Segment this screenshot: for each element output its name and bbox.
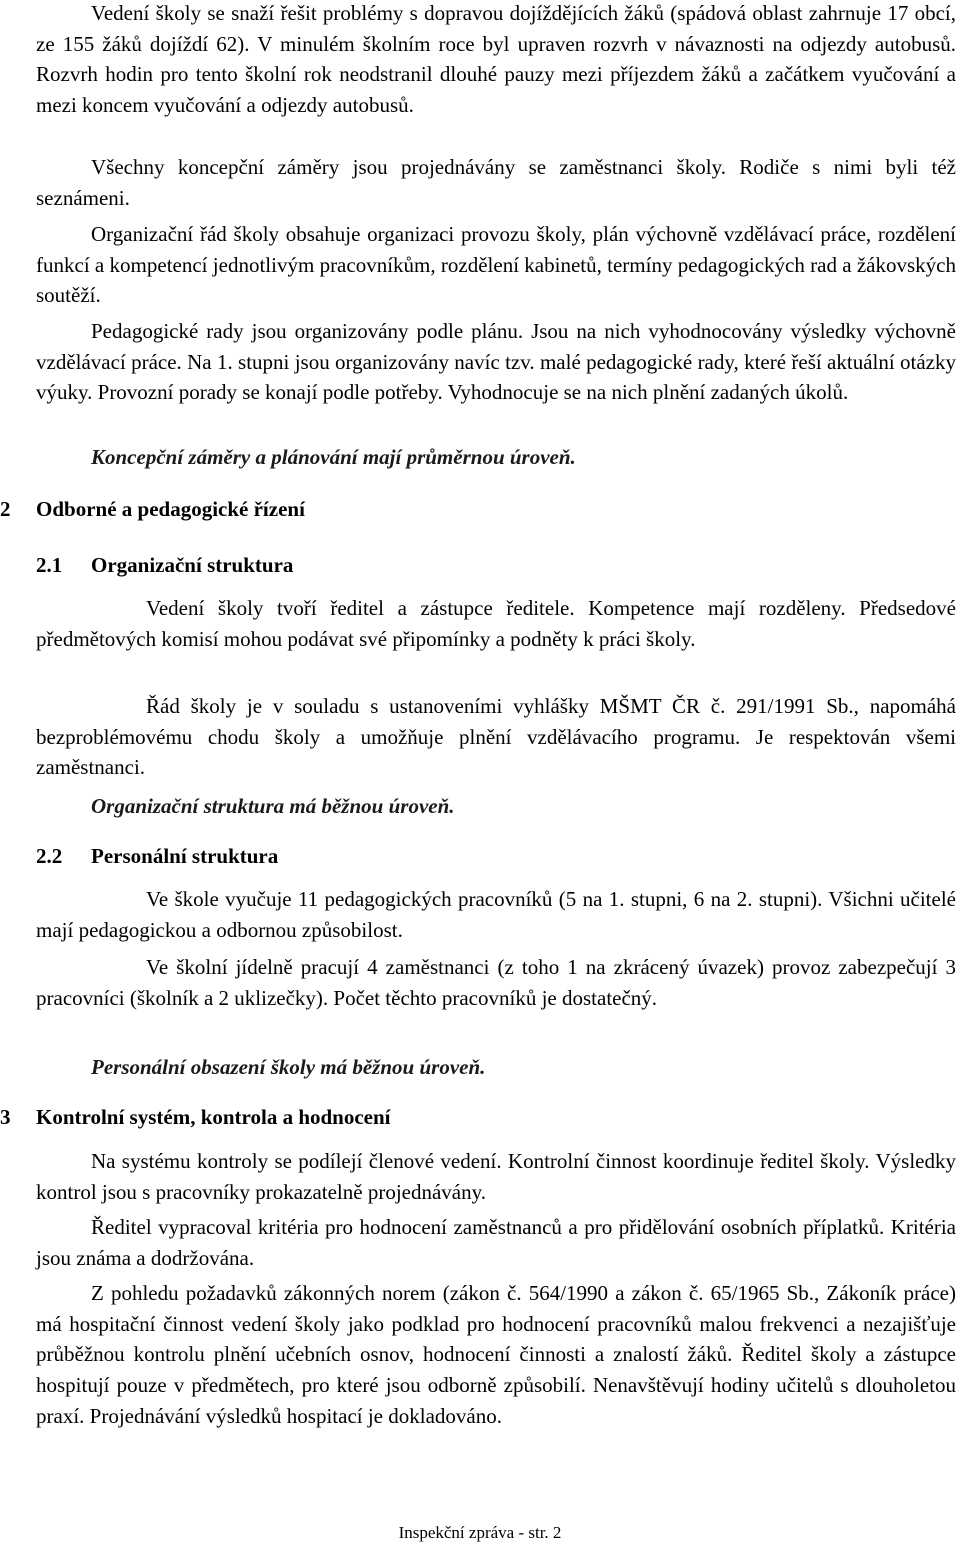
conclusion-personnel: Personální obsazení školy má běžnou úroveň. bbox=[91, 1055, 486, 1079]
heading-number: 2 bbox=[0, 497, 11, 521]
page-footer: Inspekční zpráva - str. 2 bbox=[398, 1523, 562, 1542]
conclusion-concepts: Koncepční záměry a plánování mají průměrnou úroveň. bbox=[91, 445, 576, 469]
heading-section-2-2 bbox=[36, 844, 278, 869]
heading-number: 2.2 bbox=[36, 844, 63, 868]
heading-number: 3 bbox=[0, 1105, 11, 1129]
paragraph-pedagogical-councils: Pedagogické rady jsou organizovány podle plánu. Jsou na nich vyhodnocovány výsledky výchovně vzdělávací práce. Na 1. stupni jsou organizovány navíc tzv. malé pedagogické rady, které řeší aktuální otázky výuky. Provozní porady se konají podle potřeby. Vyhodnocuje se na nich plnění zadaných úkolů. bbox=[36, 319, 956, 405]
heading-title: Kontrolní systém, kontrola a hodnocení bbox=[36, 1105, 391, 1129]
paragraph-organization-order: Organizační řád školy obsahuje organizaci provozu školy, plán výchovně vzdělávací práce, rozdělení funkcí a kompetencí jednotlivým pracovníkům, rozdělení kabinetů, termíny pedagogických rad a žákovských soutěží. bbox=[36, 222, 956, 308]
paragraph-canteen-staff: Ve školní jídelně pracují 4 zaměstnanci (z toho 1 na zkrácený úvazek) provoz zabezpečují 3 pracovníci (školník a 2 uklizečky). Počet těchto pracovníků je dostatečný. bbox=[36, 955, 956, 1010]
heading-section-2-1 bbox=[36, 553, 293, 578]
paragraph-management: Vedení školy tvoří ředitel a zástupce ředitele. Kompetence mají rozděleny. Předsedové předmětových komisí mohou podávat své připomínky a podněty k práci školy. bbox=[36, 596, 956, 651]
paragraph-criteria: Ředitel vypracoval kritéria pro hodnocení zaměstnanců a pro přidělování osobních příplatků. Kritéria jsou známa a dodržována. bbox=[36, 1215, 956, 1270]
paragraph-transport: Vedení školy se snaží řešit problémy s dopravou dojíždějících žáků (spádová oblast zahrnuje 17 obcí, ze 155 žáků dojíždí 62). V minulém školním roce byl upraven rozvrh v návaznosti na odjezdy autobusů. Rozvrh hodin pro tento školní rok neodstranil dlouhé pauzy mezi příjezdem žáků a začátkem vyučování a mezi koncem vyučování a odjezdy autobusů. bbox=[36, 1, 956, 118]
paragraph-concepts: Všechny koncepční záměry jsou projednávány se zaměstnanci školy. Rodiče s nimi byli též seznámeni. bbox=[36, 155, 956, 210]
heading-number: 2.1 bbox=[36, 553, 63, 577]
paragraph-school-order: Řád školy je v souladu s ustanoveními vyhlášky MŠMT ČR č. 291/1991 Sb., napomáhá bezproblémovému chodu školy a umožňuje plnění vzdělávacího programu. Je respektován všemi zaměstnanci. bbox=[36, 694, 956, 780]
paragraph-teaching-staff: Ve škole vyučuje 11 pedagogických pracovníků (5 na 1. stupni, 6 na 2. stupni). Všichni učitelé mají pedagogickou a odbornou způsobilost. bbox=[36, 887, 956, 942]
heading-title: Personální struktura bbox=[91, 844, 279, 868]
heading-title: Organizační struktura bbox=[91, 553, 294, 577]
paragraph-inspection: Z pohledu požadavků zákonných norem (zákon č. 564/1990 a zákon č. 65/1965 Sb., Zákoník práce) má hospitační činnost vedení školy jako podklad pro hodnocení pracovníků malou frekvenci a nezajišťuje průběžnou kontrolu plnění učebních osnov, hodnocení činnosti a znalostí žáků. Ředitel školy a zástupce hospitují pouze v předmětech, pro které jsou odborně způsobilí. Nenavštěvují hodiny učitelů s dlouholetou praxí. Projednávání výsledků hospitací je dokladováno. bbox=[36, 1281, 956, 1428]
heading-section-2 bbox=[0, 497, 305, 522]
heading-title: Odborné a pedagogické řízení bbox=[36, 497, 305, 521]
paragraph-control-system: Na systému kontroly se podílejí členové vedení. Kontrolní činnost koordinuje ředitel školy. Výsledky kontrol jsou s pracovníky prokazatelně projednávány. bbox=[36, 1149, 956, 1204]
heading-section-3 bbox=[0, 1105, 391, 1130]
conclusion-organization: Organizační struktura má běžnou úroveň. bbox=[91, 794, 455, 818]
